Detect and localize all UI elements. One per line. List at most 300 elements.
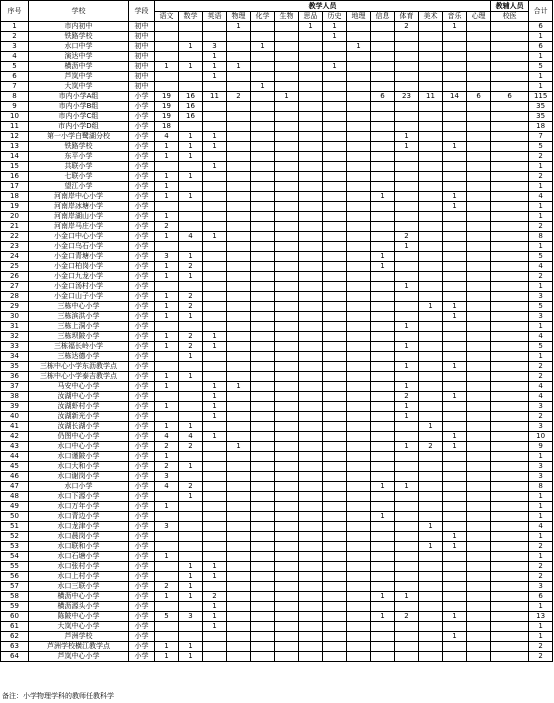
- row-count: 1: [395, 412, 419, 422]
- header-subject: 美术: [419, 12, 443, 22]
- header-seq: 序号: [1, 1, 29, 22]
- row-count: [251, 182, 275, 192]
- row-seq: 45: [1, 462, 29, 472]
- row-count: [227, 132, 251, 142]
- table-body: [1, 22, 553, 662]
- row-count: [371, 332, 395, 342]
- row-total: 1: [529, 532, 553, 542]
- row-count: [251, 112, 275, 122]
- row-seq: 52: [1, 532, 29, 542]
- row-count: [323, 82, 347, 92]
- row-count: [395, 72, 419, 82]
- row-count: [299, 212, 323, 222]
- row-seq: 5: [1, 62, 29, 72]
- row-count: [347, 422, 371, 432]
- row-count: [467, 522, 491, 532]
- row-count: 16: [179, 102, 203, 112]
- row-count: [491, 72, 529, 82]
- row-count: [491, 62, 529, 72]
- row-count: [467, 262, 491, 272]
- row-count: [491, 302, 529, 312]
- row-count: [491, 252, 529, 262]
- row-count: [443, 472, 467, 482]
- row-count: 1: [155, 502, 179, 512]
- row-level: 小学: [129, 342, 155, 352]
- row-count: [467, 352, 491, 362]
- row-count: [347, 442, 371, 452]
- row-count: [155, 52, 179, 62]
- row-count: [251, 282, 275, 292]
- row-count: [275, 52, 299, 62]
- row-count: [491, 552, 529, 562]
- row-school: 马安中心小学: [29, 382, 129, 392]
- row-count: [275, 372, 299, 382]
- table-row: [1, 42, 553, 52]
- row-count: [227, 262, 251, 272]
- row-count: [491, 592, 529, 602]
- row-seq: 36: [1, 372, 29, 382]
- row-count: [251, 322, 275, 332]
- row-count: [491, 342, 529, 352]
- row-count: [443, 72, 467, 82]
- row-count: [323, 652, 347, 662]
- row-count: [419, 32, 443, 42]
- row-count: [371, 182, 395, 192]
- row-count: [155, 622, 179, 632]
- row-level: 小学: [129, 262, 155, 272]
- row-count: [419, 102, 443, 112]
- row-count: [323, 642, 347, 652]
- row-count: 1: [155, 552, 179, 562]
- row-count: [251, 142, 275, 152]
- row-count: [347, 632, 371, 642]
- row-seq: 4: [1, 52, 29, 62]
- row-count: [347, 562, 371, 572]
- row-seq: 28: [1, 292, 29, 302]
- row-count: [419, 352, 443, 362]
- row-total: 1: [529, 322, 553, 332]
- row-count: [227, 152, 251, 162]
- row-count: [491, 632, 529, 642]
- row-count: [347, 342, 371, 352]
- row-level: 初中: [129, 72, 155, 82]
- row-count: [491, 172, 529, 182]
- row-count: [371, 232, 395, 242]
- row-level: 小学: [129, 492, 155, 502]
- row-count: 1: [395, 282, 419, 292]
- table-row: [1, 632, 553, 642]
- row-count: [179, 122, 203, 132]
- table-row: [1, 342, 553, 352]
- table-row: [1, 432, 553, 442]
- row-seq: 37: [1, 382, 29, 392]
- row-count: [371, 582, 395, 592]
- row-count: [275, 362, 299, 372]
- row-count: 3: [203, 42, 227, 52]
- row-count: [491, 462, 529, 472]
- row-count: [275, 452, 299, 462]
- row-count: [155, 602, 179, 612]
- header-subject: 物理: [227, 12, 251, 22]
- row-count: [155, 362, 179, 372]
- row-count: [299, 432, 323, 442]
- row-school: 共联小学: [29, 162, 129, 172]
- row-level: 小学: [129, 222, 155, 232]
- row-count: [419, 412, 443, 422]
- row-count: [155, 562, 179, 572]
- row-count: [419, 532, 443, 542]
- row-count: [251, 592, 275, 602]
- row-count: [491, 502, 529, 512]
- row-count: [251, 562, 275, 572]
- row-count: [419, 632, 443, 642]
- row-count: 1: [203, 162, 227, 172]
- row-count: [203, 422, 227, 432]
- row-count: [347, 212, 371, 222]
- row-count: [251, 272, 275, 282]
- row-level: 初中: [129, 22, 155, 32]
- row-count: [395, 492, 419, 502]
- row-count: [323, 202, 347, 212]
- row-count: 1: [155, 272, 179, 282]
- row-count: 4: [179, 232, 203, 242]
- row-count: [323, 52, 347, 62]
- row-total: 6: [529, 42, 553, 52]
- row-count: 1: [395, 242, 419, 252]
- row-count: [443, 562, 467, 572]
- row-count: [347, 652, 371, 662]
- row-count: [491, 562, 529, 572]
- row-count: [299, 622, 323, 632]
- row-count: 6: [467, 92, 491, 102]
- row-count: [419, 592, 443, 602]
- table-row: [1, 152, 553, 162]
- row-count: [251, 532, 275, 542]
- row-count: [419, 342, 443, 352]
- row-count: [467, 642, 491, 652]
- row-count: [323, 592, 347, 602]
- table-row: [1, 492, 553, 502]
- row-count: [395, 192, 419, 202]
- row-count: [275, 152, 299, 162]
- row-count: [467, 462, 491, 472]
- row-count: [347, 462, 371, 472]
- row-seq: 25: [1, 262, 29, 272]
- row-school: 水口谨陂小学: [29, 452, 129, 462]
- row-count: [347, 392, 371, 402]
- row-count: [299, 512, 323, 522]
- header-subject: 英语: [203, 12, 227, 22]
- row-level: 小学: [129, 582, 155, 592]
- row-count: 3: [155, 472, 179, 482]
- row-level: 小学: [129, 382, 155, 392]
- row-count: [467, 122, 491, 132]
- row-total: 2: [529, 652, 553, 662]
- row-count: [371, 142, 395, 152]
- table-row: [1, 232, 553, 242]
- row-count: [419, 602, 443, 612]
- table-row: [1, 52, 553, 62]
- table-row: [1, 272, 553, 282]
- row-count: [371, 372, 395, 382]
- row-level: 小学: [129, 632, 155, 642]
- row-count: [227, 602, 251, 612]
- row-count: [275, 562, 299, 572]
- row-count: [371, 552, 395, 562]
- row-school: 小金口乌石小学: [29, 242, 129, 252]
- row-count: 2: [179, 342, 203, 352]
- row-count: 1: [203, 562, 227, 572]
- row-count: [275, 582, 299, 592]
- row-count: [203, 482, 227, 492]
- row-count: [491, 32, 529, 42]
- row-count: [347, 132, 371, 142]
- row-count: [275, 262, 299, 272]
- row-count: [395, 552, 419, 562]
- row-count: [251, 332, 275, 342]
- row-count: [251, 642, 275, 652]
- row-count: 1: [203, 392, 227, 402]
- row-count: [179, 382, 203, 392]
- row-count: [275, 322, 299, 332]
- row-count: 1: [251, 42, 275, 52]
- row-count: [203, 152, 227, 162]
- row-count: 1: [443, 312, 467, 322]
- row-count: [467, 392, 491, 402]
- row-count: [371, 312, 395, 322]
- row-count: [275, 252, 299, 262]
- row-count: [419, 572, 443, 582]
- row-count: 19: [155, 112, 179, 122]
- table-row: [1, 242, 553, 252]
- row-level: 小学: [129, 472, 155, 482]
- row-count: [275, 542, 299, 552]
- row-count: [347, 532, 371, 542]
- row-count: [299, 142, 323, 152]
- header-subject: 语文: [155, 12, 179, 22]
- row-count: [323, 222, 347, 232]
- row-total: 1: [529, 52, 553, 62]
- row-count: [491, 492, 529, 502]
- row-seq: 34: [1, 352, 29, 362]
- row-count: [443, 62, 467, 72]
- row-count: [251, 432, 275, 442]
- row-total: 5: [529, 142, 553, 152]
- row-school: 横沥源头小学: [29, 602, 129, 612]
- row-count: [371, 72, 395, 82]
- row-count: [419, 612, 443, 622]
- row-count: [371, 652, 395, 662]
- row-seq: 9: [1, 102, 29, 112]
- row-seq: 63: [1, 642, 29, 652]
- table-row: [1, 442, 553, 452]
- row-count: [347, 242, 371, 252]
- row-seq: 60: [1, 612, 29, 622]
- row-count: [299, 312, 323, 322]
- row-school: 汝湖长湖小学: [29, 422, 129, 432]
- row-count: [323, 272, 347, 282]
- row-count: [347, 122, 371, 132]
- row-count: [299, 272, 323, 282]
- row-count: [323, 172, 347, 182]
- row-count: 1: [395, 402, 419, 412]
- row-school: 芦岚中心小学: [29, 652, 129, 662]
- row-count: 1: [155, 302, 179, 312]
- table-row: [1, 62, 553, 72]
- row-count: [299, 332, 323, 342]
- row-count: 18: [155, 122, 179, 132]
- row-count: [323, 282, 347, 292]
- row-count: 19: [155, 92, 179, 102]
- row-count: [323, 312, 347, 322]
- row-total: 115: [529, 92, 553, 102]
- row-count: 1: [179, 562, 203, 572]
- row-count: [371, 342, 395, 352]
- row-count: [443, 592, 467, 602]
- row-total: 8: [529, 232, 553, 242]
- row-school: 小金口柏岗小学: [29, 262, 129, 272]
- row-school: 市内小学B组: [29, 102, 129, 112]
- row-count: [299, 162, 323, 172]
- table-row: [1, 172, 553, 182]
- row-count: [203, 452, 227, 462]
- row-count: [251, 342, 275, 352]
- row-count: [323, 632, 347, 642]
- row-count: [251, 522, 275, 532]
- row-count: 2: [179, 292, 203, 302]
- row-count: [299, 92, 323, 102]
- row-count: [395, 172, 419, 182]
- row-count: [419, 492, 443, 502]
- row-count: 1: [179, 422, 203, 432]
- row-level: 小学: [129, 132, 155, 142]
- row-level: 小学: [129, 152, 155, 162]
- row-total: 1: [529, 352, 553, 362]
- row-count: [251, 442, 275, 452]
- row-count: [443, 582, 467, 592]
- row-count: [275, 392, 299, 402]
- row-count: [275, 132, 299, 142]
- row-count: [299, 202, 323, 212]
- row-count: [227, 162, 251, 172]
- table-row: [1, 402, 553, 412]
- row-count: [467, 72, 491, 82]
- row-total: 3: [529, 422, 553, 432]
- row-count: [275, 242, 299, 252]
- header-subject: 历史: [323, 12, 347, 22]
- header-row-1: [1, 1, 553, 12]
- row-count: 2: [395, 612, 419, 622]
- row-count: [491, 642, 529, 652]
- row-count: [419, 362, 443, 372]
- table-row: [1, 32, 553, 42]
- row-count: [347, 642, 371, 652]
- row-count: [395, 42, 419, 52]
- row-count: [467, 62, 491, 72]
- row-school: 水口龙津小学: [29, 522, 129, 532]
- row-total: 7: [529, 132, 553, 142]
- row-count: [203, 472, 227, 482]
- row-count: 4: [179, 432, 203, 442]
- row-count: [179, 212, 203, 222]
- row-school: 仍图中心小学: [29, 432, 129, 442]
- row-count: [371, 152, 395, 162]
- row-school: 水口下源小学: [29, 492, 129, 502]
- row-count: 2: [227, 92, 251, 102]
- row-level: 小学: [129, 512, 155, 522]
- row-school: 芦洲学校横江教学点: [29, 642, 129, 652]
- row-school: 小金口青塘小学: [29, 252, 129, 262]
- row-count: [155, 632, 179, 642]
- row-count: [323, 362, 347, 372]
- row-count: [467, 552, 491, 562]
- row-total: 6: [529, 592, 553, 602]
- table-row: [1, 452, 553, 462]
- row-count: 1: [323, 62, 347, 72]
- row-count: [323, 332, 347, 342]
- row-count: [227, 302, 251, 312]
- row-count: [203, 442, 227, 452]
- row-count: [371, 422, 395, 432]
- row-count: [203, 272, 227, 282]
- row-count: [467, 132, 491, 142]
- row-school: 水口大和小学: [29, 462, 129, 472]
- row-school: 市内小学D组: [29, 122, 129, 132]
- table-row: [1, 382, 553, 392]
- row-count: [227, 192, 251, 202]
- row-count: 6: [491, 92, 529, 102]
- row-count: [203, 302, 227, 312]
- row-seq: 18: [1, 192, 29, 202]
- row-count: [371, 272, 395, 282]
- row-count: 1: [203, 142, 227, 152]
- row-count: [371, 532, 395, 542]
- row-total: 1: [529, 632, 553, 642]
- row-count: [275, 422, 299, 432]
- row-count: 4: [155, 432, 179, 442]
- row-count: [371, 642, 395, 652]
- row-school: 汝湖新光小学: [29, 412, 129, 422]
- table-row: [1, 542, 553, 552]
- row-seq: 42: [1, 432, 29, 442]
- row-count: [299, 652, 323, 662]
- row-count: 16: [179, 92, 203, 102]
- row-count: [347, 72, 371, 82]
- row-seq: 59: [1, 602, 29, 612]
- row-count: [443, 462, 467, 472]
- row-level: 小学: [129, 502, 155, 512]
- row-school: 横沥中心小学: [29, 592, 129, 602]
- row-count: 1: [155, 332, 179, 342]
- row-count: [275, 552, 299, 562]
- row-count: [179, 402, 203, 412]
- row-school: 河南岸马庄小学: [29, 222, 129, 232]
- row-count: [203, 192, 227, 202]
- row-count: [371, 402, 395, 412]
- row-count: [491, 362, 529, 372]
- row-count: [179, 602, 203, 612]
- row-count: [395, 162, 419, 172]
- row-count: [467, 282, 491, 292]
- row-count: [227, 632, 251, 642]
- row-count: [155, 32, 179, 42]
- row-count: [299, 492, 323, 502]
- row-count: [467, 82, 491, 92]
- row-count: [251, 392, 275, 402]
- row-count: [275, 212, 299, 222]
- row-count: [491, 482, 529, 492]
- header-subject: 体育: [395, 12, 419, 22]
